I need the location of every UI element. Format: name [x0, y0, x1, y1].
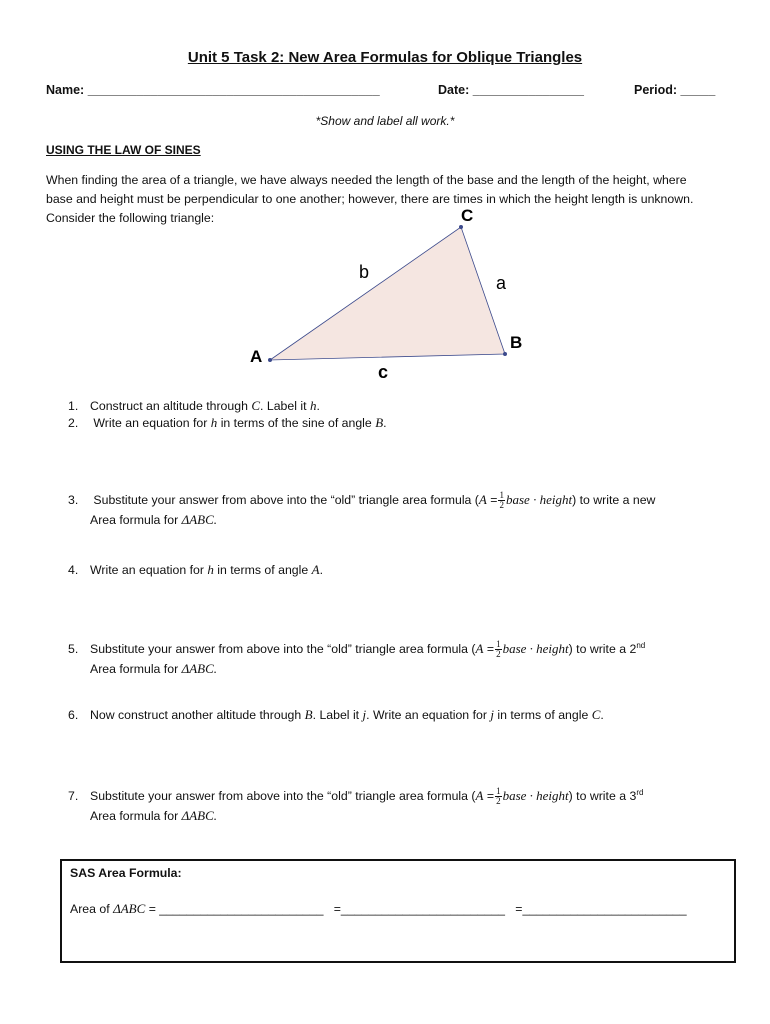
vertex-a-dot	[268, 358, 272, 362]
page-title: Unit 5 Task 2: New Area Formulas for Oblique Triangles	[187, 49, 583, 66]
vertex-c-dot	[459, 225, 463, 229]
fraction-half: $\frac{1}{2}$	[499, 490, 504, 511]
section-heading: USING THE LAW OF SINES	[46, 143, 201, 157]
sas-box-title: SAS Area Formula:	[70, 866, 182, 880]
side-b-label: b	[359, 262, 370, 282]
triangle-abc	[270, 227, 505, 360]
period-label: Period:	[634, 83, 678, 97]
question-5: 5. Substitute your answer from above into the “old” triangle area formula (A = $\frac{1}{2}$ base · height) to write a 2nd Area formula for ΔABC.	[68, 639, 646, 677]
vertex-b-dot	[503, 352, 507, 356]
question-4: 4. Write an equation for h in terms of angle A.	[68, 562, 323, 577]
vertex-b-label: B	[510, 333, 523, 352]
vertex-a-label: A	[250, 347, 263, 366]
side-a-label: a	[496, 273, 507, 293]
intro-line: Consider the following triangle:	[46, 211, 215, 225]
side-c-label: c	[378, 362, 389, 382]
date-label: Date:	[438, 83, 470, 97]
name-label: Name:	[46, 83, 85, 97]
question-1: 1. Construct an altitude through C. Label it h.	[68, 398, 320, 413]
fraction-half: $\frac{1}{2}$	[496, 639, 501, 660]
question-7: 7. Substitute your answer from above into the “old” triangle area formula (A = $\frac{1}{2}$ base · height) to write a 3rd Area formula for ΔABC.	[68, 786, 644, 824]
instruction-note: *Show and label all work.*	[315, 114, 455, 128]
intro-line: base and height must be perpendicular to one another; however, there are times in which the height length is unknown.	[46, 192, 694, 206]
question-2: 2. Write an equation for h in terms of the sine of angle B.	[68, 415, 387, 430]
question-6: 6. Now construct another altitude through B. Label it j. Write an equation for j in terms of angle C.	[68, 707, 604, 722]
name-blank[interactable]: __________________________________________	[87, 83, 380, 97]
answer-blank-2[interactable]: ________________________	[340, 902, 506, 916]
date-blank[interactable]: ________________	[472, 83, 584, 97]
period-blank[interactable]: _____	[680, 83, 716, 97]
sas-area-formula-box	[60, 859, 736, 963]
fraction-half: $\frac{1}{2}$	[496, 786, 501, 807]
intro-line: When finding the area of a triangle, we have always needed the length of the base and the length of the height, where	[46, 173, 687, 187]
answer-blank-3[interactable]: ________________________	[522, 902, 687, 916]
triangle-diagram	[0, 0, 770, 400]
question-3: 3. Substitute your answer from above into the “old” triangle area formula (A = $\frac{1}{2}$ base · height) to write a new Area formula for ΔABC.	[68, 490, 656, 528]
answer-blank-1[interactable]: ________________________	[159, 902, 324, 916]
vertex-c-label: C	[461, 206, 474, 225]
sas-area-row: Area of ΔABC = ________________________ =________________________ =________________________	[70, 901, 687, 916]
